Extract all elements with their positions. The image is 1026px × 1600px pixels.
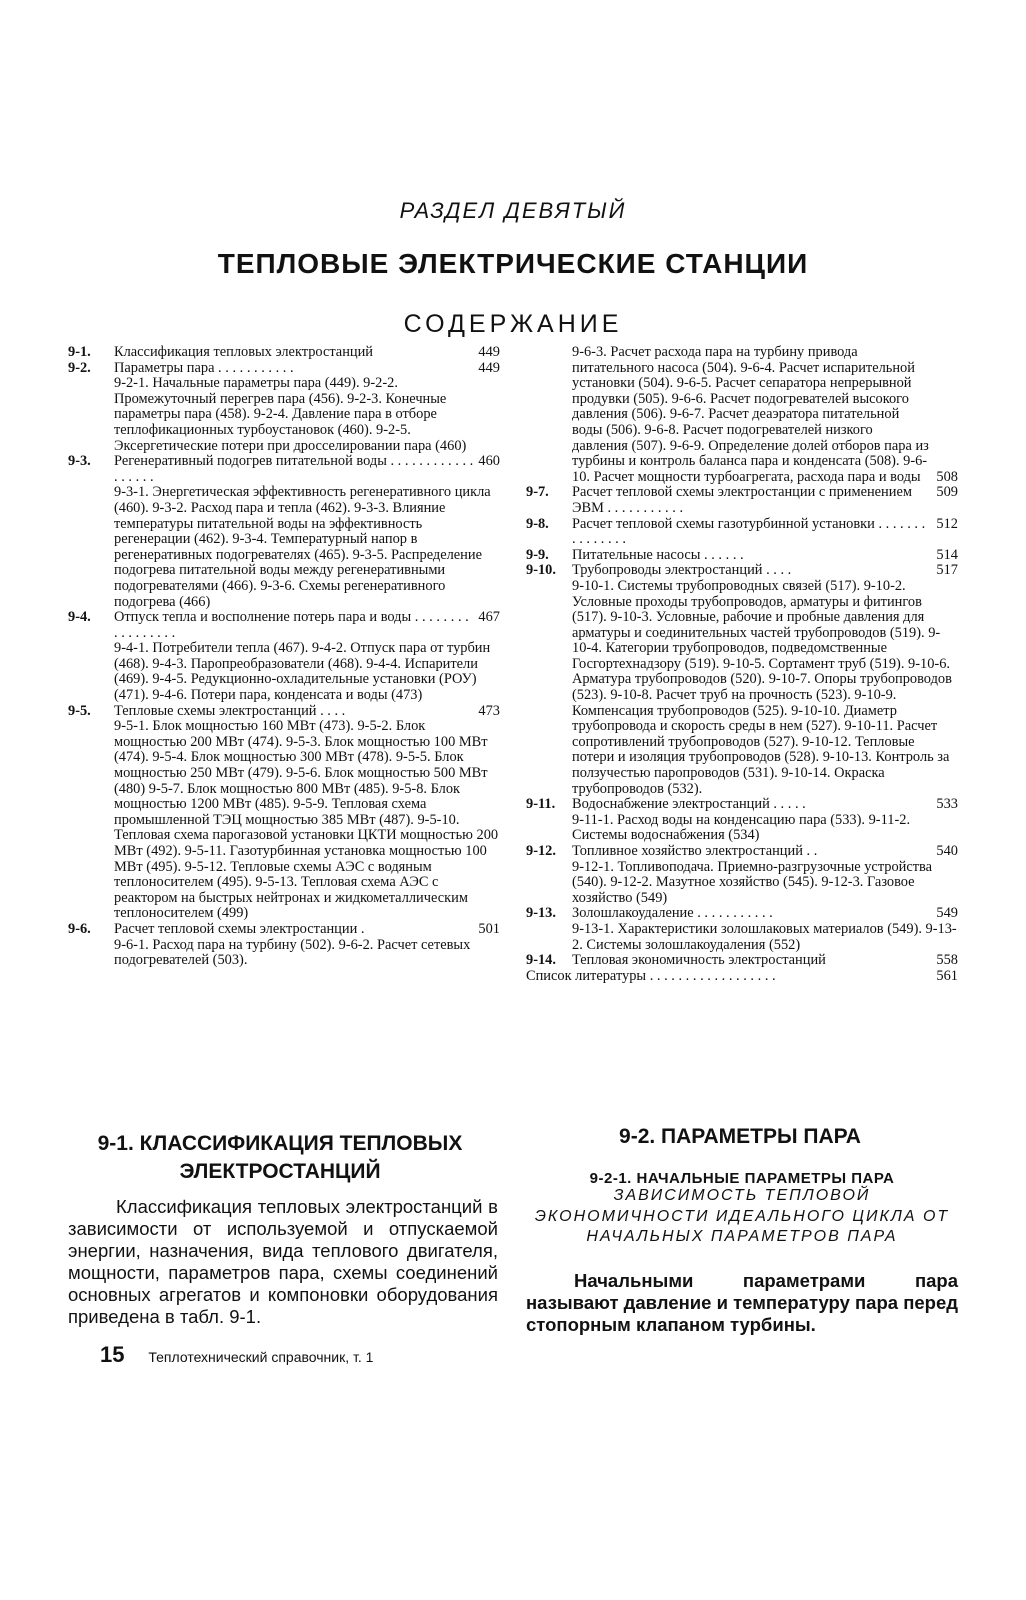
toc-entry-number: 9-11. xyxy=(526,796,556,813)
section-9-2-1-heading: 9-2-1. НАЧАЛЬНЫЕ ПАРАМЕТРЫ ПАРА xyxy=(589,1170,895,1187)
toc-entry-number: 9-14. xyxy=(526,952,556,969)
toc-entry-number: 9-1. xyxy=(68,344,91,360)
toc-entry-number: 9-6. xyxy=(68,920,91,937)
toc-continuation xyxy=(526,345,958,485)
toc-entry-number: 9-2. xyxy=(68,359,91,376)
toc-entry xyxy=(68,922,500,938)
toc-subentries: 9-3-1. Энергетическая эффективность регенеративного цикла (460). 9-3-2. Расход пара и тепла (462). 9-3-3. Влияние температуры питательной воды на эффективность регенерации (462). 9-3-4. Температурный напор в регенеративных подогревателях (465). 9-3-5. Распределение подогрева питательной воды между регенеративными подогревателями (466). 9-3-6. Схемы регенеративного подогрева (466) xyxy=(114,484,491,610)
toc-entry-title: Топливное хозяйство электростанций . . xyxy=(572,843,818,859)
section-9-2-1-subheading: ЗАВИСИМОСТЬ ТЕПЛОВОЙ ЭКОНОМИЧНОСТИ ИДЕАЛЬНОГО ЦИКЛА ОТ НАЧАЛЬНЫХ ПАРАМЕТРОВ ПАРА xyxy=(534,1187,950,1245)
toc-right-column xyxy=(526,345,958,984)
toc-entry-page: 549 xyxy=(936,905,958,922)
toc-subentries: 9-2-1. Начальные параметры пара (449). 9-2-2. Промежуточный перегрев пара (456). 9-2-3. Конечные параметры пара (458). 9-2-4. Давление пара в отборе теплофикационных турбоустановок (460). 9-2-5. Эксергетические потери при дросселировании пара (460) xyxy=(114,375,467,454)
toc-entry-title: Список литературы . . . . . . . . . . . . . . . . . . xyxy=(526,967,776,984)
contents-heading: СОДЕРЖАНИЕ xyxy=(403,310,623,338)
toc-entry-number: 9-9. xyxy=(526,546,549,563)
toc-entry-page: 517 xyxy=(936,562,958,579)
toc-subentries: 9-6-1. Расход пара на турбину (502). 9-6-2. Расчет сетевых подогревателей (503). xyxy=(114,936,471,969)
toc-entry-number: 9-5. xyxy=(68,702,91,719)
toc-entry-title: Классификация тепловых электростанций xyxy=(114,344,374,360)
toc-entry xyxy=(526,969,958,985)
toc-entry xyxy=(526,548,958,564)
toc-entry xyxy=(68,361,500,377)
toc-entry-page: 473 xyxy=(478,702,500,719)
toc-entry xyxy=(68,610,500,641)
toc-entry-page: 509 xyxy=(936,484,958,501)
toc-entry-number: 9-8. xyxy=(526,515,549,532)
toc-left-column xyxy=(68,345,500,969)
toc-entry xyxy=(526,797,958,813)
toc-entry-title: Тепловые схемы электростанций . . . . xyxy=(114,702,346,719)
toc-entry-page: 514 xyxy=(936,546,958,563)
toc-entry xyxy=(68,454,500,485)
toc-entry-title: Питательные насосы . . . . . . xyxy=(572,546,744,563)
toc-entry xyxy=(526,844,958,860)
toc-subentries: 9-4-1. Потребители тепла (467). 9-4-2. Отпуск пара от турбин (468). 9-4-3. Паропреобразователи (468). 9-4-4. Испарители (469). 9-4-5. Редукционно-охладительные установки (РОУ) (471). 9-4-6. Потери пара, конденсата и воды (473) xyxy=(114,640,491,704)
toc-entry xyxy=(68,345,500,361)
toc-entry-title: Расчет тепловой схемы электростанции с применением ЭВМ . . . . . . . . . . . xyxy=(572,484,912,516)
section-title: ТЕПЛОВЫЕ ЭЛЕКТРИЧЕСКИЕ СТАНЦИИ xyxy=(217,248,809,279)
page-number: 15 xyxy=(100,1342,125,1367)
toc-subentries: 9-11-1. Расход воды на конденсацию пара (533). 9-11-2. Системы водоснабжения (534) xyxy=(572,811,911,844)
toc-subentries: 9-5-1. Блок мощностью 160 МВт (473). 9-5-2. Блок мощностью 200 МВт (474). 9-5-3. Блок мощностью 100 МВт (474). 9-5-4. Блок мощностью 300 МВт (478). 9-5-5. Блок мощностью 250 МВт (479). 9-5-6. Блок мощностью 500 МВт (480) 9-5-7. Блок мощностью 800 МВт (485). 9-5-8. Блок мощностью 1200 МВт (485). 9-5-9. Тепловая схема промышленной ТЭЦ мощностью 385 МВт (487). 9-5-10. Тепловая схема парогазовой установки ЦКТИ мощностью 200 МВт (492). 9-5-11. Газотурбинная установка мощностью 100 МВт (495). 9-5-12. Тепловые схемы АЭС с водяным теплоносителем (495). 9-5-13. Тепловая схема АЭС с реактором на быстрых нейтронах и жидкометаллическим теплоносителем (499) xyxy=(114,718,499,922)
toc-entry-number: 9-3. xyxy=(68,453,91,470)
toc-entry-title: Трубопроводы электростанций . . . . xyxy=(572,562,792,579)
toc-entry-page: 460 xyxy=(478,453,500,470)
toc-entry-title: Тепловая экономичность электростанций xyxy=(572,952,826,969)
toc-entry xyxy=(526,485,958,516)
toc-entry-title: Отпуск тепла и восполнение потерь пара и воды . . . . . . . . . . . . . . . . . xyxy=(114,609,469,641)
section-9-2-body: Начальными параметрами пара называют давление и температуру пара перед стопорным клапаном турбины. xyxy=(526,1270,958,1335)
toc-entry xyxy=(526,517,958,548)
toc-entry-title: Расчет тепловой схемы электростанции . xyxy=(114,920,365,937)
toc-entry-page: 467 xyxy=(478,609,500,626)
toc-entry-page: 508 xyxy=(936,468,958,485)
toc-entry-page: 501 xyxy=(478,920,500,937)
toc-entry xyxy=(526,563,958,579)
toc-entry-page: 449 xyxy=(478,344,500,360)
page-footer xyxy=(100,1342,373,1368)
toc-entry-number: 9-4. xyxy=(68,609,91,626)
toc-entry-number: 9-7. xyxy=(526,484,549,501)
toc-entry-title: Регенеративный подогрев питательной воды . . . . . . . . . . . . . . . . . . xyxy=(114,453,474,485)
toc-entry-number: 9-10. xyxy=(526,562,556,579)
toc-entry-number: 9-13. xyxy=(526,905,556,922)
section-9-1-body: Классификация тепловых электростанций в зависимости от используемой и отпускаемой энергии, назначения, вида теплового двигателя, мощности, параметров пара, схемы соединений основных агрегатов и компоновки оборудования приведена в табл. 9-1. xyxy=(68,1196,498,1327)
toc-entry-page: 449 xyxy=(478,359,500,376)
toc-entry-number: 9-12. xyxy=(526,843,556,859)
toc-subentries: 9-13-1. Характеристики золошлаковых материалов (549). 9-13-2. Системы золошлакоудаления (552) xyxy=(572,920,957,953)
toc-entry xyxy=(68,704,500,720)
toc-subentries: 9-6-3. Расчет расхода пара на турбину привода питательного насоса (504). 9-6-4. Расчет испарительной установки (504). 9-6-5. Расчет сепаратора непрерывной продувки (505). 9-6-6. Расчет подогревателей высокого давления (506). 9-6-7. Расчет деаэратора питательной воды (506). 9-6-8. Расчет подогревателей низкого давления (507). 9-6-9. Определение долей отборов пара из турбины и контроль баланса пара и конденсата (508). 9-6-10. Расчет мощности турбоагрегата, расхода пара и воды xyxy=(572,344,929,485)
toc-entry-title: Параметры пара . . . . . . . . . . . xyxy=(114,359,294,376)
toc-entry xyxy=(526,906,958,922)
toc-entry-page: 533 xyxy=(936,796,958,813)
toc-entry-page: 540 xyxy=(936,843,958,859)
section-9-2-heading: 9-2. ПАРАМЕТРЫ ПАРА xyxy=(619,1125,861,1148)
section-9-1-heading: 9-1. КЛАССИФИКАЦИЯ ТЕПЛОВЫХ ЭЛЕКТРОСТАНЦИЙ xyxy=(97,1132,463,1183)
section-label: РАЗДЕЛ ДЕВЯТЫЙ xyxy=(399,198,627,223)
toc-entry xyxy=(526,953,958,969)
toc-entry-title: Водоснабжение электростанций . . . . . xyxy=(572,796,806,813)
toc-entry-page: 512 xyxy=(936,515,958,532)
toc-entry-title: Золошлакоудаление . . . . . . . . . . . xyxy=(572,905,773,922)
toc-subentries: 9-10-1. Системы трубопроводных связей (517). 9-10-2. Условные проходы трубопроводов, арматуры и фитингов (517). 9-10-3. Условные, рабочие и пробные давления для арматуры и соединительных частей трубопроводов (519). 9-10-4. Категории трубопроводов, подведомственные Госгортехнадзору (519). 9-10-5. Сортамент труб (519). 9-10-6. Арматура трубопроводов (520). 9-10-7. Опоры трубопроводов (523). 9-10-8. Расчет труб на прочность (523). 9-10-9. Компенсация трубопроводов (525). 9-10-10. Диаметр трубопровода и скорость среды в нем (527). 9-10-11. Расчет сопротивлений трубопроводов (527). 9-10-12. Тепловые потери и изоляция трубопроводов (528). 9-10-13. Контроль за ползучестью паропроводов (531). 9-10-14. Окраска трубопроводов (532). xyxy=(572,577,952,797)
toc-entry-title: Расчет тепловой схемы газотурбинной установки . . . . . . . . . . . . . . . xyxy=(572,515,926,548)
book-title: Теплотехнический справочник, т. 1 xyxy=(148,1349,374,1365)
toc-entry-page: 558 xyxy=(936,952,958,969)
toc-entry-page: 561 xyxy=(936,967,958,984)
toc-subentries: 9-12-1. Топливоподача. Приемно-разгрузочные устройства (540). 9-12-2. Мазутное хозяйство (545). 9-12-3. Газовое хозяйство (549) xyxy=(572,858,933,906)
